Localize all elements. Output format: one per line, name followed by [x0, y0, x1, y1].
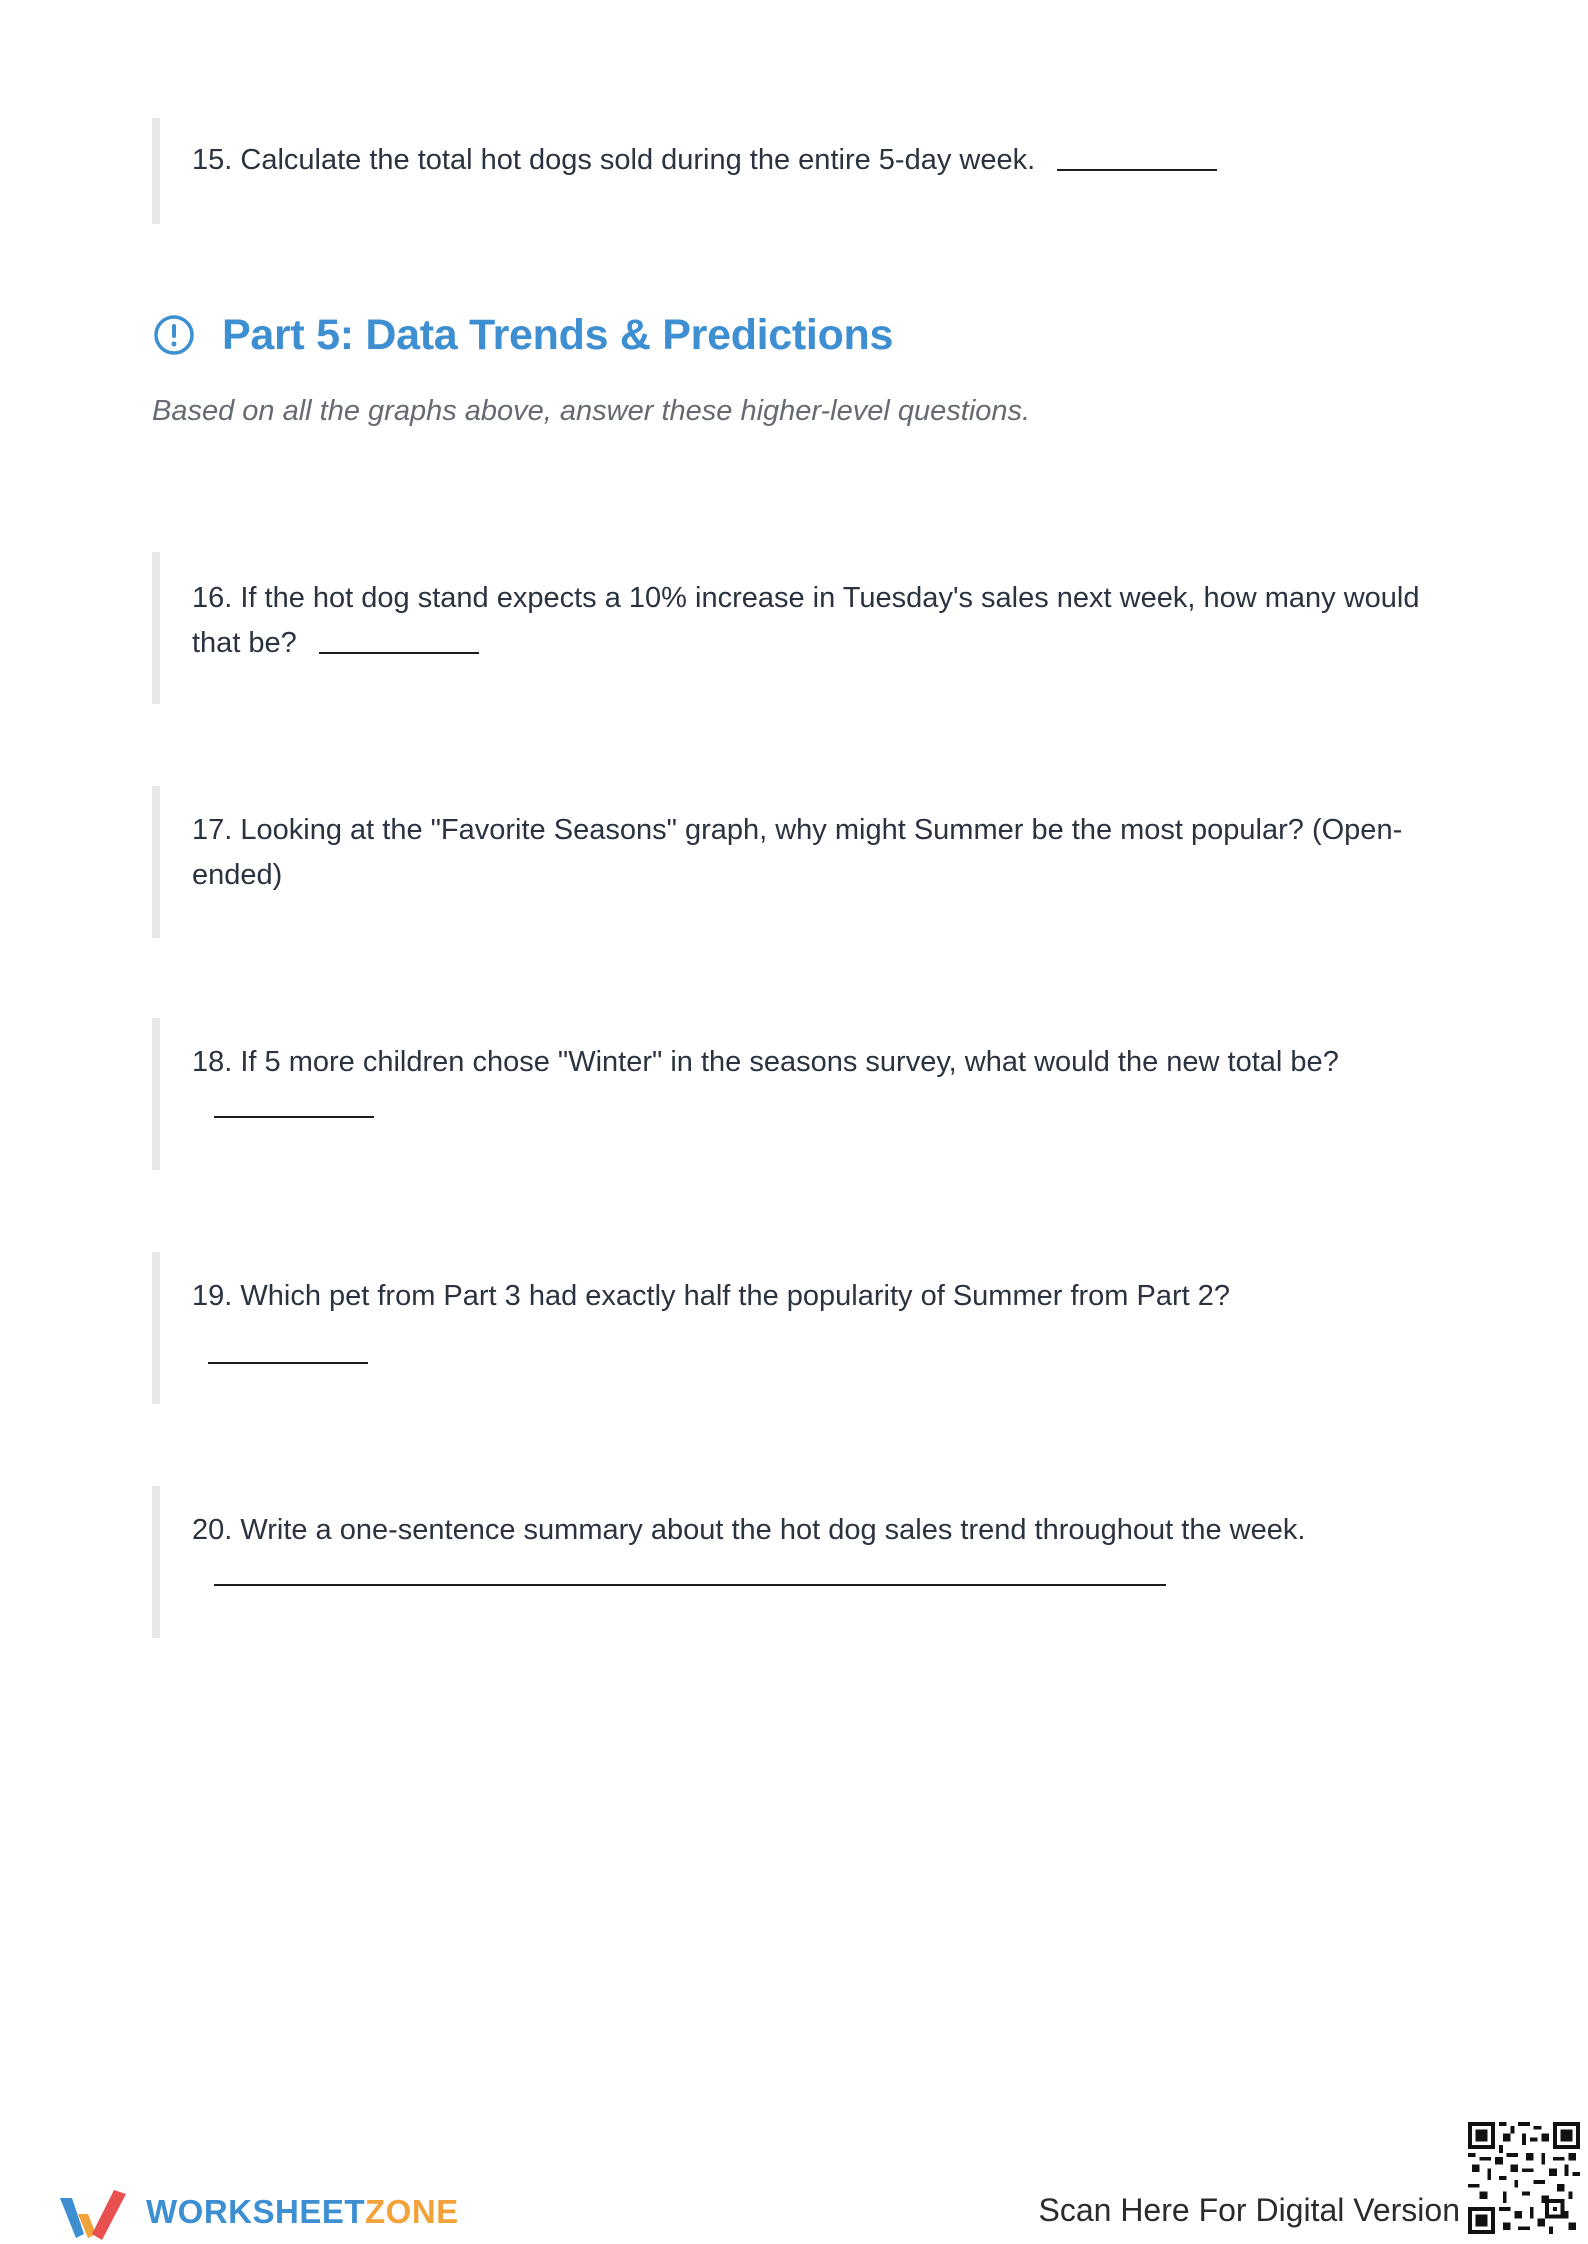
answer-blank-20[interactable] [214, 1584, 1166, 1586]
section-subtitle: Based on all the graphs above, answer these higher-level questions. [152, 395, 1031, 427]
answer-row-19 [192, 1331, 1422, 1376]
answer-blank-18[interactable] [214, 1116, 374, 1118]
question-17 [152, 786, 1422, 938]
scan-caption: Scan Here For Digital Version [1038, 2192, 1460, 2228]
question-16 [152, 552, 1422, 704]
logo-mark-icon [56, 2184, 136, 2240]
alert-circle-icon [152, 313, 196, 357]
logo-text: WORKSHEETZONE [146, 2193, 459, 2230]
question-19 [152, 1252, 1422, 1404]
answer-blank-19[interactable] [208, 1362, 368, 1364]
question-15 [152, 118, 1422, 224]
question-17-text: 17. Looking at the "Favorite Seasons" graph, why might Summer be the most popular? (Open-ended) [192, 814, 1403, 891]
question-16-text: 16. If the hot dog stand expects a 10% increase in Tuesday's sales next week, how many would that be? [192, 582, 1420, 659]
question-18 [152, 1018, 1422, 1170]
section-header [152, 305, 893, 365]
question-20-text: 20. Write a one-sentence summary about the hot dog sales trend throughout the week. [192, 1514, 1306, 1546]
question-20 [152, 1486, 1422, 1638]
question-15-text: 15. Calculate the total hot dogs sold during the entire 5-day week. [192, 144, 1036, 176]
question-19-text: 19. Which pet from Part 3 had exactly half the popularity of Summer from Part 2? [192, 1280, 1231, 1312]
answer-blank-16[interactable] [319, 652, 479, 654]
worksheetzone-logo [56, 2184, 459, 2240]
answer-blank-15[interactable] [1057, 169, 1217, 171]
section-title: Part 5: Data Trends & Predictions [222, 310, 894, 359]
question-18-text: 18. If 5 more children chose "Winter" in the seasons survey, what would the new total be? [192, 1046, 1339, 1078]
qr-code[interactable] [1468, 2122, 1580, 2234]
